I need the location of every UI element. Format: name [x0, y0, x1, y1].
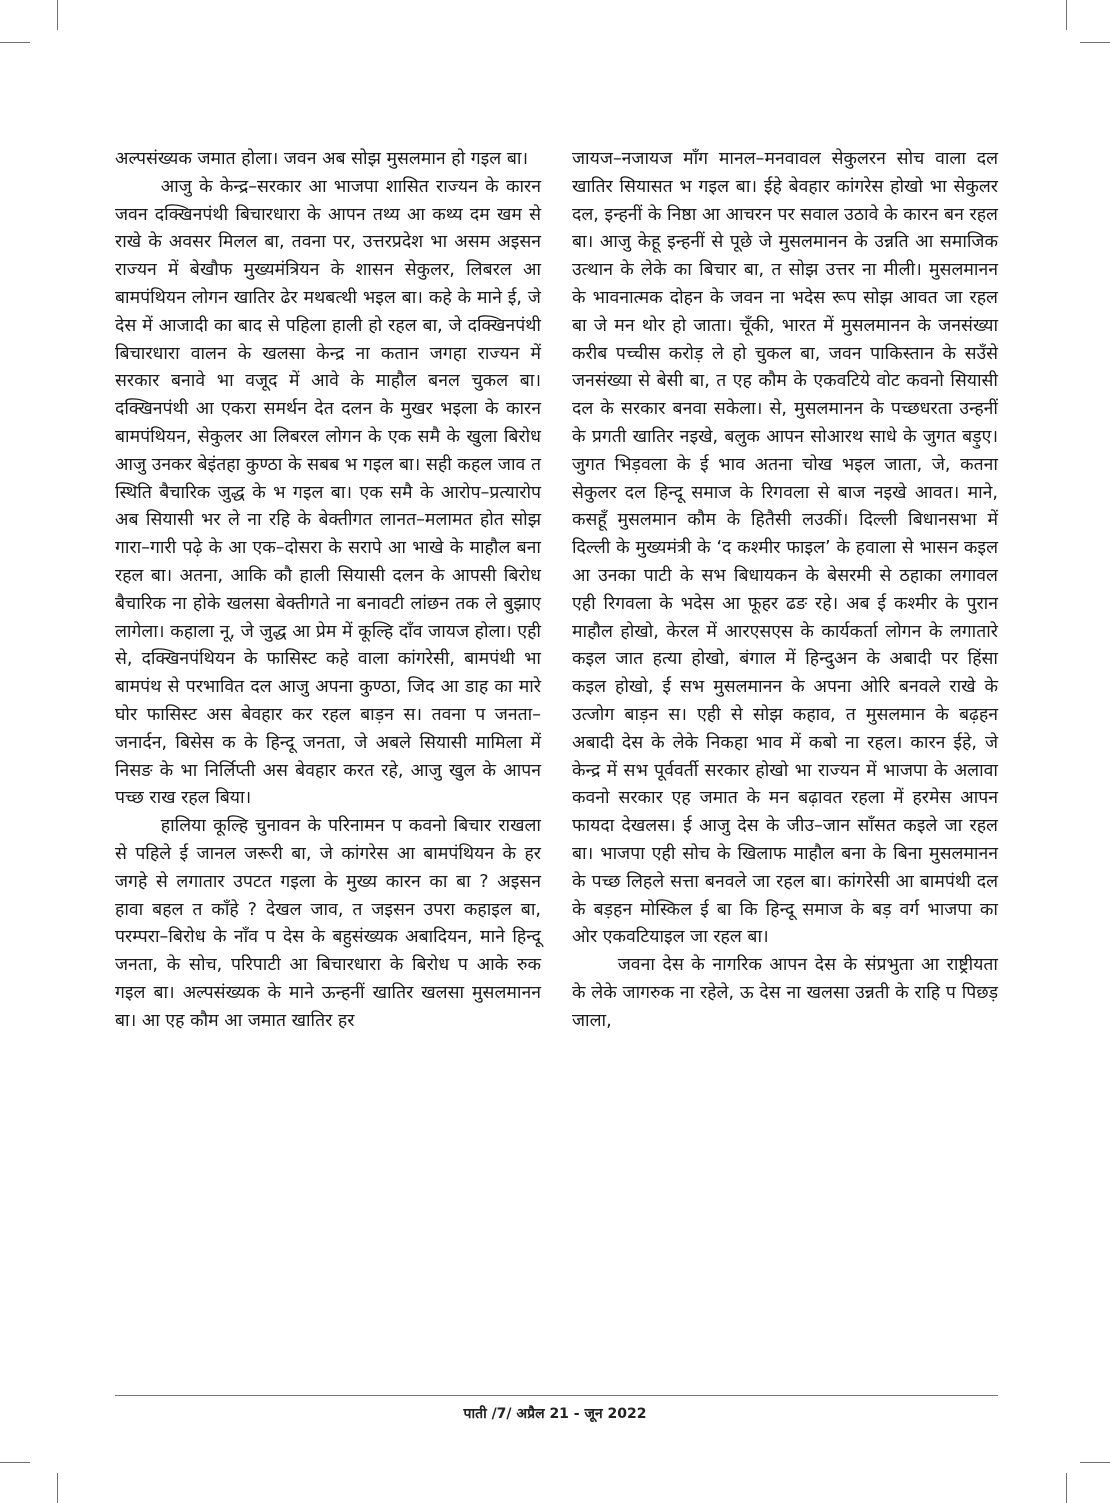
left-column	[115, 146, 541, 1036]
crop-mark-bottom-right-h	[1080, 1462, 1110, 1463]
page-footer: पाती /7/ अप्रैल 21 - जून 2022	[463, 1406, 647, 1422]
crop-mark-top-right-h	[1080, 42, 1110, 43]
crop-mark-bottom-right-v	[1066, 1473, 1067, 1503]
right-column	[572, 146, 998, 1036]
paragraph: जवना देस के नागरिक आपन देस के संप्रभुता आ राष्ट्रीयता के लेके जागरुक ना रहेले, ऊ देस ना खलसा उन्नती के राहि प पिछड़ जाला,	[572, 955, 998, 1031]
footer-rule	[115, 1395, 998, 1396]
paragraph: आजु के केन्द्र–सरकार आ भाजपा शासित राज्यन के कारन जवन दक्खिनपंथी बिचारधारा के आपन तथ्य आ कथ्य दम खम से राखे के अवसर मिलल बा, तवना पर, उत्तरप्रदेश भा असम अइसन राज्यन में बेखौफ मुख्यमंत्रियन के शासन सेकुलर, लिबरल आ बामपंथियन लोगन खातिर ढेर मथबत्थी भइल बा। कहे के माने ई, जे देस में आजादी का बाद से पहिला हाली हो रहल बा, जे दक्खिनपंथी बिचारधारा वालन के खलसा केन्द्र ना कतान जगहा राज्यन में सरकार बनावे भा वजूद में आवे के माहौल बनल चुकल बा। दक्खिनपंथी आ एकरा समर्थन देत दलन के मुखर भइला के कारन बामपंथियन, सेकुलर आ लिबरल लोगन के एक समै के खुला बिरोध आजु उनकर बेइंतहा कुण्ठा के सबब भ गइल बा। सही कहल जाव त स्थिति बैचारिक जुद्ध के भ गइल बा। एक समै के आरोप–प्रत्यारोप अब सियासी भर ले ना रहि के बेक्तीगत लानत–मलामत होत सोझ गारा–गारी पढ़े के आ एक–दोसरा के सरापे आ भाखे के माहौल बना रहल बा। अतना, आकि कौ हाली सियासी दलन के आपसी बिरोध बैचारिक ना होके खलसा बेक्तीगते ना बनावटी लांछन तक ले बुझाए लागेला। कहाला नू, जे जुद्ध आ प्रेम में कूल्हि दाँव जायज होला। एही से, दक्खिनपंथियन के फासिस्ट कहे वाला कांगरेसी, बामपंथी भा बामपंथ से परभावित दल आजु अपना कुण्ठा, जिद आ डाह का मारे घोर फासिस्ट अस बेवहार कर रहल बाड़न स। तवना प जनता–जनार्दन, बिसेस क के हिन्दू जनता, जे अबले सियासी मामिला में निसङ के भा निर्लिप्ती अस बेवहार करत रहे, आजु खुल के आपन पच्छ राख रहल बिया।	[115, 176, 541, 809]
crop-mark-top-left-v	[57, 0, 58, 30]
crop-mark-bottom-left-v	[57, 1473, 58, 1503]
paragraph: हालिया कूल्हि चुनावन के परिनामन प कवनो बिचार राखला से पहिले ई जानल जरूरी बा, जे कांगरेस आ बामपंथियन के हर जगहे से लगातार उपटत गइला के मुख्य कारन का बा ? अइसन हावा बहल त काँहे ? देखल जाव, त जइसन उपरा कहाइल बा, परम्परा–बिरोध के नाँव प देस के बहुसंख्यक अबादियन, माने हिन्दू जनता, के सोच, परिपाटी आ बिचारधारा के बिरोध प आके रुक गइल बा। अल्पसंख्यक के माने ऊन्हनीं खातिर खलसा मुसलमानन बा। आ एह कौम आ जमात खातिर हर	[115, 816, 541, 1031]
crop-mark-top-right-v	[1066, 0, 1067, 30]
paragraph: जायज–नजायज माँग मानल–मनवावल सेकुलरन सोच वाला दल खातिर सियासत भ गइल बा। ईहे बेवहार कांगरेस होखो भा सेकुलर दल, इन्हनीं के निष्ठा आ आचरन पर सवाल उठावे के कारन बन रहल बा। आजु केहू इन्हनीं से पूछे जे मुसलमानन के उन्नति आ समाजिक उत्थान के लेके का बिचार बा, त सोझ उत्तर ना मीली। मुसलमानन के भावनात्मक दोहन के जवन ना भदेस रूप सोझ आवत जा रहल बा जे मन थोर हो जाता। चूँकी, भारत में मुसलमानन के जनसंख्या करीब पच्चीस करोड़ ले हो चुकल बा, जवन पाकिस्तान के सउँसे जनसंख्या से बेसी बा, त एह कौम के एकवटिये वोट कवनो सियासी दल के सरकार बनवा सकेला। से, मुसलमानन के पच्छधरता उन्हनीं के प्रगती खातिर नइखे, बलुक आपन सोआरथ साधे के जुगत बड़ुए। जुगत भिड़वला के ई भाव अतना चोख भइल जाता, जे, कतना सेकुलर दल हिन्दू समाज के रिगवला से बाज नइखे आवत। माने, कसहूँ मुसलमान कौम के हितैसी लउकीं। दिल्ली बिधानसभा में दिल्ली के मुख्यमंत्री के ‘द कश्मीर फाइल’ के हवाला से भासन कइल आ उनका पाटी के सभ बिधायकन के बेसरमी से ठहाका लगावल एही रिगवला के भदेस आ फूहर ढङ रहे। अब ई कश्मीर के पुरान माहौल होखो, केरल में आरएसएस के कार्यकर्ता लोगन के लगातारे कइल जात हत्या होखो, बंगाल में हिन्दुअन के अबादी पर हिंसा कइल होखो, ई सभ मुसलमानन के अपना ओरि बनवले राखे के उत्जोग बाड़न स। एही से सोझ कहाव, त मुसलमान के बढ़हन अबादी देस के लेके निकहा भाव में कबो ना रहल। कारन ईहे, जे केन्द्र में सभ पूर्ववर्ती सरकार होखो भा राज्यन में भाजपा के अलावा कवनो सरकार एह जमात के मन बढ़ावत रहला में हरमेस आपन फायदा देखलस। ई आजु देस के जीउ–जान साँसत कइले जा रहल बा। भाजपा एही सोच के खिलाफ माहौल बना के बिना मुसलमानन के पच्छ लिहले सत्ता बनवले जा रहल बा। कांगरेसी आ बामपंथी दल के बड़हन मोस्किल ई बा कि हिन्दू समाज के बड़ वर्ग भाजपा का ओर एकवटियाइल जा रहल बा।	[572, 149, 998, 948]
crop-mark-bottom-left-h	[0, 1462, 30, 1463]
paragraph: अल्पसंख्यक जमात होला। जवन अब सोझ मुसलमान हो गइल बा।	[115, 149, 529, 169]
crop-mark-top-left-h	[0, 42, 30, 43]
